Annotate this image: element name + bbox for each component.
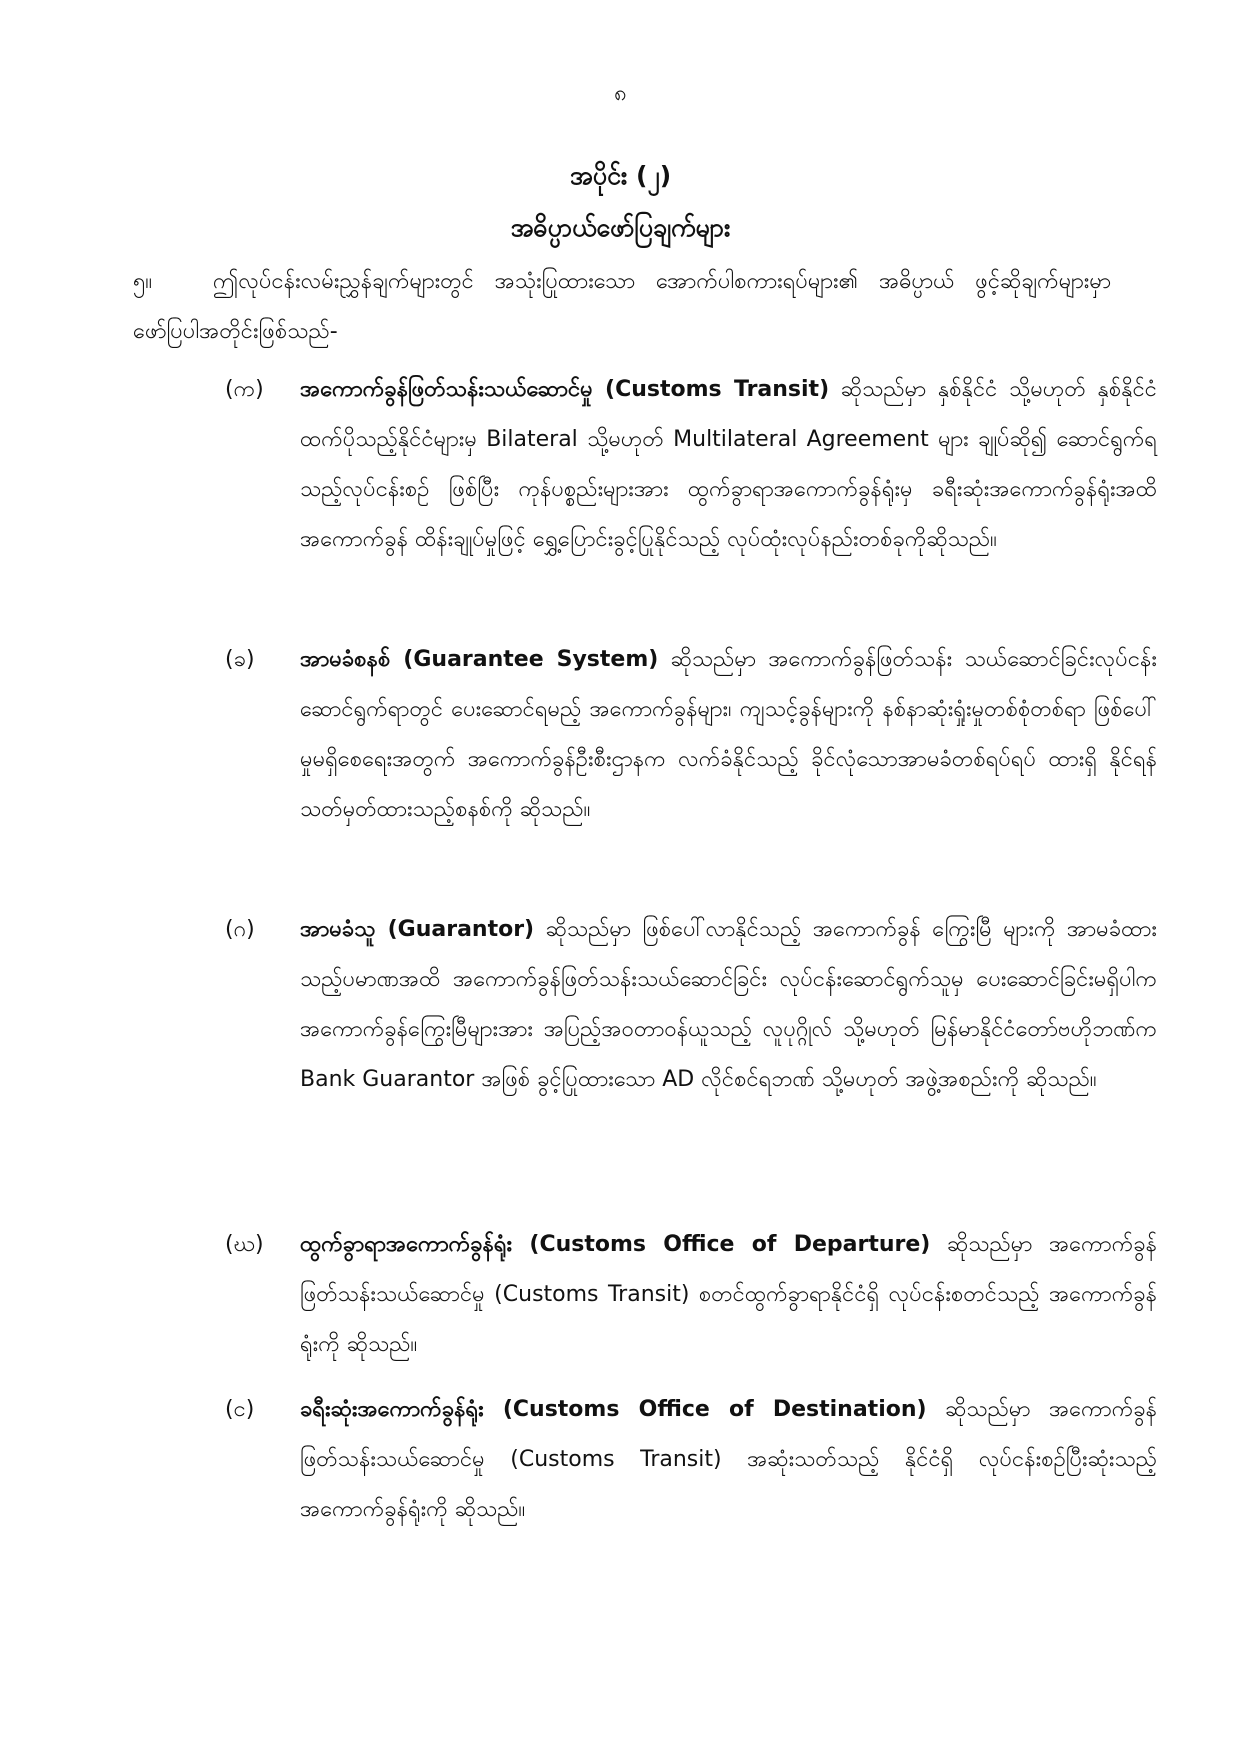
definition-term: ထွက်ခွာရာအကောက်ခွန်ရုံး (Customs Office of Departure) [300,1232,931,1257]
definition-term: အာမခံစနစ် (Guarantee System) [300,647,659,672]
definition-item [225,365,1161,565]
definition-term: အကောက်ခွန်ဖြတ်သန်းသယ်ဆောင်မှု (Customs Transit) [300,377,830,402]
definition-item [225,1385,1161,1535]
definition-text: ဆိုသည်မှာ အကောက်ခွန်ဖြတ်သန်း သယ်ဆောင်ခြင်းလုပ်ငန်း ဆောင်ရွက်ရာတွင် ပေးဆောင်ရမည့် အကောက်ခွန်များ၊ ကျသင့်ခွန်များကို နစ်နာဆုံးရှုံးမှုတစ်စုံတစ်ရာ ဖြစ်ပေါ်မှုမရှိစေရေးအတွက် အကောက်ခွန်ဦးစီးဌာနက လက်ခံနိုင်သည့် ခိုင်လုံသောအာမခံတစ်ရပ်ရပ် ထားရှိ နိုင်ရန် သတ်မှတ်ထားသည့်စနစ်ကို ဆိုသည်။ [300,647,1157,822]
definition-text: ဆိုသည်မှာ အကောက်ခွန်ဖြတ်သန်းသယ်ဆောင်မှု (Customs Transit) အဆုံးသတ်သည့် နိုင်ငံရှိ လုပ်ငန်းစဉ်ပြီးဆုံးသည့် အကောက်ခွန်ရုံးကို ဆိုသည်။ [300,1397,1157,1522]
intro-text: ဤလုပ်ငန်းလမ်းညွှန်ချက်များတွင် အသုံးပြုထားသော အောက်ပါစကားရပ်များ၏ အဓိပ္ပာယ် ဖွင့်ဆိုချက်များမှာ ဖော်ပြပါအတိုင်းဖြစ်သည်- [133,269,1111,344]
intro-paragraph [133,257,1111,357]
definition-marker: (ဃ) [225,1232,264,1257]
part-heading: အပိုင်း (၂) [569,161,672,190]
definition-term: အာမခံသူ (Guarantor) [300,917,535,942]
section-heading: အဓိပ္ပာယ်ဖော်ပြချက်များ [510,213,731,242]
definition-marker: (က) [225,377,264,402]
definition-item [225,635,1161,835]
definition-item [225,905,1161,1105]
page-number: ၈ [614,81,627,106]
definition-marker: (င) [225,1397,255,1422]
definition-text: ဆိုသည်မှာ နှစ်နိုင်ငံ သို့မဟုတ် နှစ်နိုင်ငံထက်ပိုသည့်နိုင်ငံများမှ Bilateral သို့မဟုတ် Multilateral Agreement များ ချုပ်ဆို၍ ဆောင်ရွက်ရသည့်လုပ်ငန်းစဉ် ဖြစ်ပြီး ကုန်ပစ္စည်းများအား ထွက်ခွာရာအကောက်ခွန်ရုံးမှ ခရီးဆုံးအကောက်ခွန်ရုံးအထိ အကောက်ခွန် ထိန်းချုပ်မှုဖြင့် ရွှေ့ပြောင်းခွင့်ပြုနိုင်သည့် လုပ်ထုံးလုပ်နည်းတစ်ခုကိုဆိုသည်။ [300,377,1157,552]
definition-marker: (ဂ) [225,917,255,942]
definition-marker: (ခ) [225,647,255,672]
definition-item [225,1220,1161,1370]
definition-text: ဆိုသည်မှာ အကောက်ခွန်ဖြတ်သန်းသယ်ဆောင်မှု (Customs Transit) စတင်ထွက်ခွာရာနိုင်ငံရှိ လုပ်ငန်းစတင်သည့် အကောက်ခွန်ရုံးကို ဆိုသည်။ [300,1232,1157,1357]
intro-number: ၅။ [133,269,153,294]
definition-term: ခရီးဆုံးအကောက်ခွန်ရုံး (Customs Office of Destination) [300,1397,927,1422]
definition-text: ဆိုသည်မှာ ဖြစ်ပေါ်လာနိုင်သည့် အကောက်ခွန် ကြွေးမြီ များကို အာမခံထားသည့်ပမာဏအထိ အကောက်ခွန်ဖြတ်သန်းသယ်ဆောင်ခြင်း လုပ်ငန်းဆောင်ရွက်သူမှ ပေးဆောင်ခြင်းမရှိပါက အကောက်ခွန်ကြွေးမြီများအား အပြည့်အဝတာဝန်ယူသည့် လူပုဂ္ဂိုလ် သို့မဟုတ် မြန်မာနိုင်ငံတော်ဗဟိုဘဏ်က Bank Guarantor အဖြစ် ခွင့်ပြုထားသော AD လိုင်စင်ရဘဏ် သို့မဟုတ် အဖွဲ့အစည်းကို ဆိုသည်။ [300,917,1157,1092]
